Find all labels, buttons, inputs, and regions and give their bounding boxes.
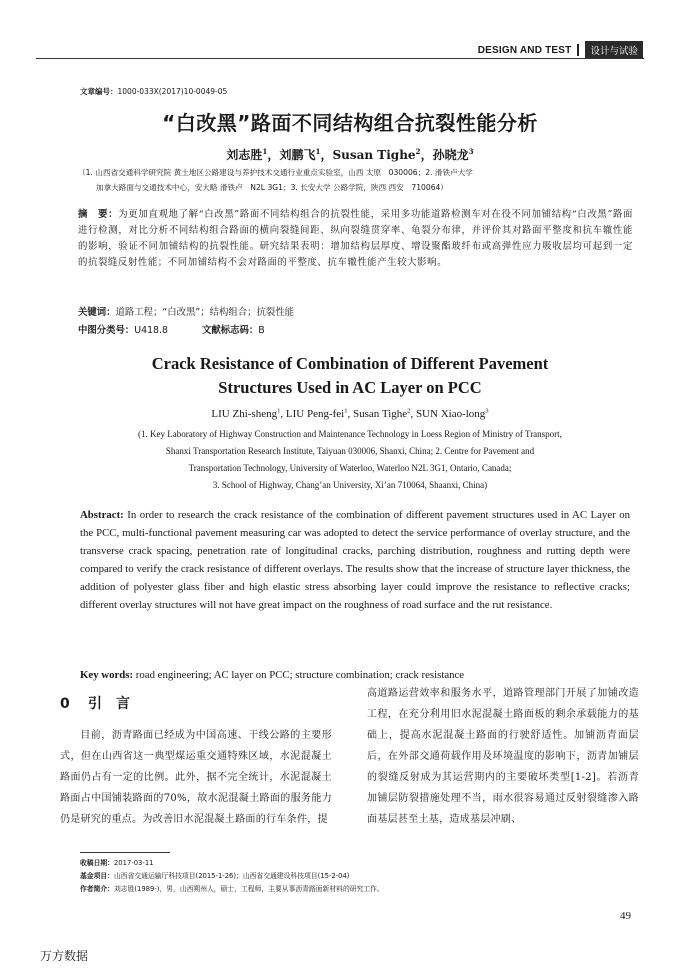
cn-keywords: [78, 304, 294, 318]
en-author: LIU Peng-fei: [285, 408, 345, 420]
footnote-label: 收稿日期：: [80, 859, 114, 867]
doc-code-label: 文献标志码：: [201, 325, 259, 336]
en-abstract-text: In order to research the crack resistance of the combination of different pavement structures used in AC Layer on the PCC, multi-functional pavement measuring car was adopted to detect the service performance of overlay structure, and the transverse crack spacing, penetration rate of longitudinal cracks, parching distribution, roughness and rutting depth were compared to verify the crack resistance of different overlays. The results show that the increase of structure layer thickness, the addition of polyester glass fiber and high elastic stress absorbing layer could improve the resistance to reflective cracks; different overlay structures will not have great impact on the roughness of road surface and the rut resistance.: [80, 509, 630, 611]
en-keywords-label: Key words:: [80, 669, 134, 681]
header-section-cn: 设计与试验: [585, 41, 643, 59]
footnote-text: 2017-03-11: [113, 859, 154, 867]
clc-label: 中图分类号：: [78, 325, 135, 336]
en-affiliation-line: Transportation Technology, University of Waterloo, Waterloo N2L 3G1, Ontario, Canada;: [188, 463, 512, 473]
cn-author: 刘鹏飞: [279, 148, 316, 162]
footnote-fund: [80, 870, 349, 880]
cn-classification: [78, 322, 265, 336]
article-number-label: 文章编号：: [80, 87, 118, 96]
cn-author: 刘志胜: [226, 148, 263, 162]
footnote-text: 刘志胜(1989-)，男，山西朔州人，硕士，工程师，主要从事沥青路面新材料的研究工作。: [113, 885, 384, 893]
en-affiliation-line: 3. School of Highway, Chang’an University, Xi’an 710064, Shaanxi, China): [212, 480, 488, 490]
en-author-sup: 1: [344, 407, 348, 415]
article-number-value: 1000-033X(2017)10-0049-05: [117, 87, 228, 96]
body-column-right: [367, 683, 639, 830]
en-author: LIU Zhi-sheng: [211, 408, 278, 420]
clc-value: U418.8: [134, 325, 168, 336]
cn-title: “白改黑”路面不同结构组合抗裂性能分析: [162, 111, 538, 135]
article-number: [80, 86, 227, 97]
en-author: Susan Tighe: [353, 408, 408, 420]
cn-author-sup: 1: [315, 147, 321, 156]
cn-author: 孙晓龙: [432, 148, 469, 162]
header-rule: [36, 58, 644, 59]
cn-author-sup: 1: [262, 147, 268, 156]
section-heading: [60, 693, 130, 713]
en-keywords-text: road engineering; AC layer on PCC; structure combination; crack resistance: [135, 669, 465, 681]
section-number: 0: [60, 696, 70, 712]
cn-abstract-text: 为更加直观地了解“白改黑”路面不同结构组合的抗裂性能，采用多功能道路检测车对在役不同加铺结构“白改黑”路面进行检测，对比分析不同结构组合路面的横向裂缝间距、纵向裂缝贯穿率、龟裂分布律，并评价其对路面平整度和抗车辙性能的影响，验证不同加铺结构的抗裂性能。研究结果表明：增加结构层厚度、增设聚酯玻纤布或高弹性应力吸收层均可起到一定的抗裂缝反射性能；不同加铺结构不会对路面的平整度、抗车辙性能产生较大影响。: [78, 209, 633, 268]
en-affiliation-line: Shanxi Transportation Research Institute, Taiyuan 030006, Shanxi, China; 2. Centre for Pavement and: [165, 446, 535, 456]
cn-author-sup: 2: [415, 147, 421, 156]
footnote-label: 基金项目：: [80, 872, 114, 880]
cn-abstract: [78, 207, 633, 271]
footnote-label: 作者简介：: [80, 885, 114, 893]
en-title-line: Structures Used in AC Layer on PCC: [218, 378, 482, 397]
doc-code-value: B: [258, 325, 265, 336]
running-header: [478, 41, 643, 59]
footnote-text: 山西省交通运输厅科技项目(2015-1-26)；山西省交通建设科技项目(15-2-04): [113, 872, 350, 880]
en-affiliation-line: (1. Key Laboratory of Highway Construction and Maintenance Technology in Loess Region of Ministry of Transport,: [138, 429, 562, 439]
en-keywords: [80, 669, 464, 681]
cn-affiliation-line: （1. 山西省交通科学研究院 黄土地区公路建设与养护技术交通行业重点实验室，山西 太原 030006；2. 滑铁卢大学: [78, 168, 473, 177]
en-author-sup: 1: [277, 407, 281, 415]
body-text-left: 目前，沥青路面已经成为中国高速、干线公路的主要形式，但在山西省这一典型煤运重交通特殊区域，水泥混凝土路面仍占有一定的比例。此外，据不完全统计，水泥混凝土路面占中国铺装路面的70%，故水泥混凝土路面的服务能力仍是研究的重点。为改善旧水泥混凝土路面的行车条件，提: [60, 730, 332, 825]
en-author-sup: 2: [407, 407, 411, 415]
watermark: 万方数据: [40, 949, 89, 963]
cn-keywords-text: 道路工程；“白改黑”；结构组合；抗裂性能: [115, 307, 294, 318]
body-column-left: [60, 725, 332, 830]
cn-authors: 刘志胜$^1$，刘鹏飞$^1$，Susan Tighe$^2$，孙晓龙$^3$: [226, 147, 474, 162]
header-divider: [577, 44, 579, 56]
en-abstract: [80, 507, 630, 614]
header-section-en: DESIGN AND TEST: [477, 44, 572, 56]
en-abstract-label: Abstract:: [80, 509, 124, 521]
footnote-received: [80, 857, 154, 867]
cn-author-sup: 3: [468, 147, 474, 156]
en-authors: LIU Zhi-sheng$^1$, LIU Peng-fei$^1$, Susan Tighe$^2$, SUN Xiao-long$^3$: [211, 407, 489, 420]
footnote-author-bio: [80, 883, 384, 893]
en-title-line: Crack Resistance of Combination of Different Pavement: [151, 354, 549, 373]
cn-author: Susan Tighe: [332, 148, 416, 162]
section-title: 引 言: [88, 696, 130, 712]
page-number: 49: [620, 910, 631, 922]
en-author-sup: 3: [485, 407, 489, 415]
cn-affiliation-line: 加拿大路面与交通技术中心，安大略 滑铁卢 N2L 3G1；3. 长安大学 公路学院，陕西 西安 710064）: [96, 183, 448, 192]
body-text-right: 高道路运营效率和服务水平，道路管理部门开展了加铺改造工程，在充分利用旧水泥混凝土路面板的剩余承载能力的基础上，提高水泥混凝土路面的行驶舒适性。加铺沥青面层后，在外部交通荷载作用及环境温度的影响下，沥青加铺层的裂缝反射成为其运营期内的主要破坏类型[1-2]。若沥青加铺层防裂措施处理不当，雨水很容易通过反射裂缝渗入路面基层甚至土基，造成基层冲刷、: [367, 688, 639, 825]
cn-abstract-label: 摘 要：: [78, 209, 119, 220]
footnote-rule: [80, 852, 170, 853]
en-author: SUN Xiao-long: [415, 408, 486, 420]
cn-keywords-label: 关键词：: [78, 307, 116, 318]
